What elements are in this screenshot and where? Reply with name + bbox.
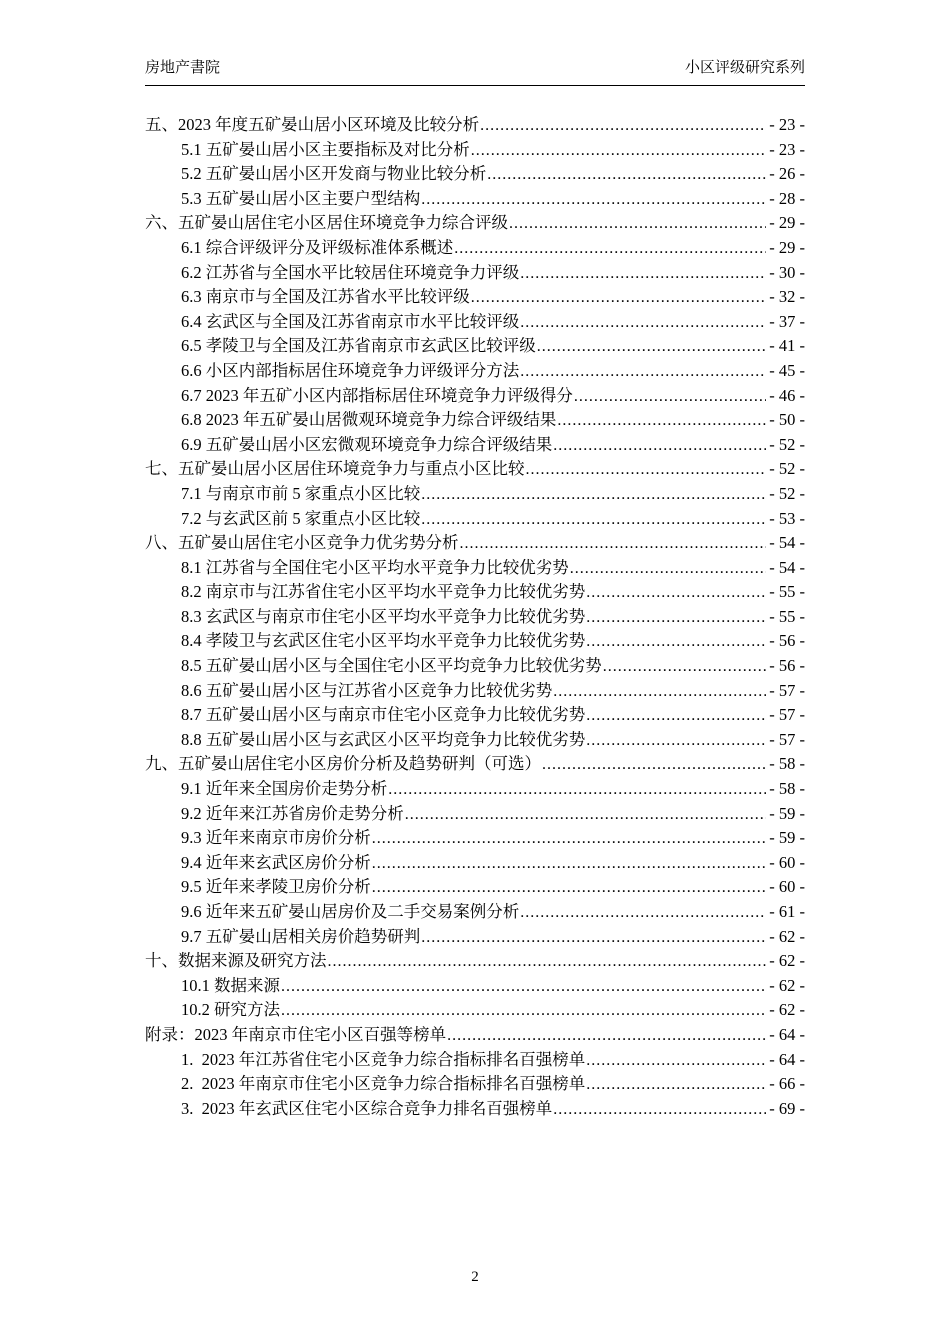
- toc-page-number: - 52 -: [769, 459, 805, 479]
- toc-page-number: - 59 -: [769, 803, 805, 823]
- toc-page-number: - 62 -: [769, 951, 805, 971]
- toc-entry[interactable]: [145, 113, 805, 138]
- toc-leader-dots: [574, 384, 766, 410]
- toc-leader-dots: [421, 507, 766, 533]
- toc-entry[interactable]: [145, 507, 805, 532]
- toc-entry[interactable]: [145, 482, 805, 507]
- toc-entry-title: 8.8 五矿晏山居小区与玄武区小区平均竞争力比较优劣势: [181, 729, 586, 749]
- toc-entry[interactable]: [145, 433, 805, 458]
- toc-page-number: - 26 -: [769, 164, 805, 184]
- toc-entry[interactable]: [145, 925, 805, 950]
- toc-entry[interactable]: [145, 826, 805, 851]
- toc-entry-title: 8.5 五矿晏山居小区与全国住宅小区平均竞争力比较优劣势: [181, 656, 602, 676]
- toc-page-number: - 29 -: [769, 237, 805, 257]
- toc-entry-title: 五、2023 年度五矿晏山居小区环境及比较分析: [145, 115, 480, 134]
- toc-leader-dots: [553, 679, 766, 705]
- toc-leader-dots: [586, 629, 766, 655]
- toc-entry-title: 9.3 近年来南京市房价分析: [181, 828, 371, 848]
- toc-entry-title: 2. 2023 年南京市住宅小区竞争力综合指标排名百强榜单: [181, 1074, 586, 1094]
- toc-entry[interactable]: [145, 703, 805, 728]
- toc-page-number: - 46 -: [769, 385, 805, 405]
- toc-entry-title: 6.4 玄武区与全国及江苏省南京市水平比较评级: [181, 311, 520, 331]
- toc-leader-dots: [480, 113, 766, 139]
- toc-entry-title: 8.7 五矿晏山居小区与南京市住宅小区竞争力比较优劣势: [181, 705, 586, 725]
- toc-entry[interactable]: [145, 875, 805, 900]
- toc-entry[interactable]: [145, 334, 805, 359]
- toc-page-number: - 60 -: [769, 877, 805, 897]
- toc-leader-dots: [520, 900, 766, 926]
- toc-entry-title: 5.1 五矿晏山居小区主要指标及对比分析: [181, 139, 470, 159]
- toc-page-number: - 32 -: [769, 287, 805, 307]
- toc-entry[interactable]: [145, 679, 805, 704]
- toc-entry[interactable]: [145, 187, 805, 212]
- toc-page-number: - 57 -: [769, 705, 805, 725]
- toc-page-number: - 37 -: [769, 311, 805, 331]
- toc-entry[interactable]: [145, 1097, 805, 1122]
- toc-entry[interactable]: [145, 384, 805, 409]
- toc-leader-dots: [372, 826, 767, 852]
- toc-entry-title: 七、五矿晏山居小区居住环境竞争力与重点小区比较: [145, 459, 525, 479]
- toc-leader-dots: [553, 433, 766, 459]
- toc-entry-title: 9.2 近年来江苏省房价走势分析: [181, 803, 404, 823]
- toc-leader-dots: [471, 285, 767, 311]
- toc-page-number: - 56 -: [769, 656, 805, 676]
- toc-entry-title: 九、五矿晏山居住宅小区房价分析及趋势研判（可选）: [145, 754, 541, 774]
- toc-page-number: - 58 -: [769, 754, 805, 774]
- toc-entry[interactable]: [145, 752, 805, 777]
- header-left-text: 房地产書院: [145, 60, 221, 76]
- toc-entry-title: 9.5 近年来孝陵卫房价分析: [181, 877, 371, 897]
- toc-entry-title: 六、五矿晏山居住宅小区居住环境竞争力综合评级: [145, 213, 508, 233]
- toc-page-number: - 30 -: [769, 262, 805, 282]
- toc-page-number: - 50 -: [769, 410, 805, 430]
- toc-entry[interactable]: [145, 457, 805, 482]
- toc-entry-title: 5.2 五矿晏山居小区开发商与物业比较分析: [181, 164, 487, 184]
- toc-page-number: - 54 -: [769, 557, 805, 577]
- toc-entry-title: 8.3 玄武区与南京市住宅小区平均水平竞争力比较优劣势: [181, 606, 586, 626]
- toc-page-number: - 61 -: [769, 902, 805, 921]
- toc-entry[interactable]: [145, 162, 805, 187]
- toc-leader-dots: [328, 949, 767, 975]
- toc-leader-dots: [586, 728, 766, 754]
- toc-leader-dots: [487, 162, 766, 188]
- toc-leader-dots: [421, 187, 766, 213]
- toc-page-number: - 53 -: [769, 508, 805, 528]
- toc-entry-title: 10.2 研究方法: [181, 1000, 280, 1020]
- toc-page-number: - 52 -: [769, 434, 805, 454]
- toc-entry-title: 6.6 小区内部指标居住环境竞争力评级评分方法: [181, 360, 520, 380]
- toc-entry[interactable]: [145, 310, 805, 335]
- toc-page-number: - 23 -: [769, 139, 805, 159]
- toc-entry[interactable]: [145, 285, 805, 310]
- toc-page-number: - 62 -: [769, 926, 805, 946]
- toc-page-number: - 52 -: [769, 483, 805, 503]
- toc-page-number: - 62 -: [769, 1000, 805, 1020]
- toc-entry-title: 十、数据来源及研究方法: [145, 951, 327, 971]
- toc-page-number: - 41 -: [769, 336, 805, 356]
- toc-entry-title: 6.2 江苏省与全国水平比较居住环境竞争力评级: [181, 262, 520, 282]
- toc-entry[interactable]: [145, 728, 805, 753]
- header-right-text: 小区评级研究系列: [684, 60, 805, 76]
- toc-page-number: - 54 -: [769, 533, 805, 553]
- toc-entry-title: 8.4 孝陵卫与玄武区住宅小区平均水平竞争力比较优劣势: [181, 631, 586, 651]
- toc-entry[interactable]: [145, 138, 805, 163]
- toc-leader-dots: [421, 925, 766, 951]
- toc-entry-title: 5.3 五矿晏山居小区主要户型结构: [181, 188, 421, 208]
- toc-entry-title: 9.4 近年来玄武区房价分析: [181, 852, 371, 872]
- toc-page-number: - 64 -: [769, 1024, 805, 1044]
- toc-page-number: - 45 -: [769, 360, 805, 380]
- toc-entry[interactable]: [145, 605, 805, 630]
- toc-leader-dots: [447, 1023, 766, 1049]
- toc-entry-title: 7.2 与玄武区前 5 家重点小区比较: [181, 508, 421, 528]
- toc-page-number: - 60 -: [769, 852, 805, 872]
- toc-page-number: - 62 -: [769, 975, 805, 995]
- toc-leader-dots: [603, 654, 767, 680]
- toc-page-number: - 59 -: [769, 828, 805, 848]
- toc-entry-title: 3. 2023 年玄武区住宅小区综合竞争力排名百强榜单: [181, 1098, 553, 1118]
- toc-entry-title: 9.7 五矿晏山居相关房价趋势研判: [181, 926, 421, 946]
- toc-entry-title: 6.5 孝陵卫与全国及江苏省南京市玄武区比较评级: [181, 336, 536, 356]
- toc-page-number: - 64 -: [769, 1049, 805, 1069]
- toc-leader-dots: [421, 482, 766, 508]
- toc-page-number: - 69 -: [769, 1098, 805, 1118]
- toc-leader-dots: [460, 531, 767, 557]
- toc-entry-title: 8.6 五矿晏山居小区与江苏省小区竞争力比较优劣势: [181, 680, 553, 700]
- toc-leader-dots: [471, 138, 767, 164]
- toc-leader-dots: [553, 1097, 766, 1123]
- toc-entry-title: 6.9 五矿晏山居小区宏微观环境竞争力综合评级结果: [181, 434, 553, 454]
- toc-entry[interactable]: [145, 211, 805, 236]
- toc-leader-dots: [586, 605, 766, 631]
- toc-leader-dots: [542, 752, 766, 778]
- toc-leader-dots: [372, 851, 767, 877]
- toc-leader-dots: [281, 974, 766, 1000]
- toc-page-number: - 56 -: [769, 631, 805, 651]
- toc-entry[interactable]: [145, 851, 805, 876]
- toc-page-number: - 55 -: [769, 582, 805, 602]
- toc-leader-dots: [520, 261, 766, 287]
- toc-entry[interactable]: [145, 777, 805, 802]
- toc-leader-dots: [454, 236, 766, 262]
- toc-leader-dots: [509, 211, 766, 237]
- toc-leader-dots: [520, 359, 766, 385]
- toc-entry-title: 10.1 数据来源: [181, 975, 280, 995]
- toc-entry[interactable]: [145, 949, 805, 974]
- toc-entry-title: 7.1 与南京市前 5 家重点小区比较: [181, 483, 421, 503]
- toc-entry[interactable]: [145, 998, 805, 1023]
- toc-entry[interactable]: [145, 802, 805, 827]
- toc-entry-title: 6.3 南京市与全国及江苏省水平比较评级: [181, 287, 470, 307]
- toc-entry[interactable]: [145, 531, 805, 556]
- toc-entry[interactable]: [145, 974, 805, 999]
- toc-entry-title: 6.7 2023 年五矿小区内部指标居住环境竞争力评级得分: [181, 385, 573, 405]
- toc-leader-dots: [372, 875, 767, 901]
- toc-entry-title: 8.2 南京市与江苏省住宅小区平均水平竞争力比较优劣势: [181, 582, 586, 602]
- toc-entry-title: 6.1 综合评级评分及评级标准体系概述: [181, 237, 454, 257]
- toc-leader-dots: [557, 408, 766, 434]
- toc-entry-title: 1. 2023 年江苏省住宅小区竞争力综合指标排名百强榜单: [181, 1049, 586, 1069]
- toc-entry[interactable]: [145, 359, 805, 384]
- toc-entry-title: 9.1 近年来全国房价走势分析: [181, 779, 388, 799]
- toc-leader-dots: [586, 703, 766, 729]
- toc-page-number: - 28 -: [769, 188, 805, 208]
- toc-entry[interactable]: [145, 408, 805, 433]
- page-footer: [0, 1269, 950, 1286]
- toc-page-number: - 57 -: [769, 729, 805, 749]
- toc-entry[interactable]: [145, 556, 805, 581]
- toc-page-number: - 23 -: [769, 115, 805, 134]
- toc-leader-dots: [405, 802, 767, 828]
- toc-entry-title: 八、五矿晏山居住宅小区竞争力优劣势分析: [145, 533, 459, 553]
- toc-leader-dots: [586, 580, 766, 606]
- toc-list: [145, 113, 805, 1121]
- toc-entry-title: 附录：2023 年南京市住宅小区百强等榜单: [145, 1024, 447, 1044]
- toc-entry-title: 6.8 2023 年五矿晏山居微观环境竞争力综合评级结果: [181, 410, 557, 430]
- toc-leader-dots: [281, 998, 766, 1024]
- toc-entry[interactable]: [145, 1048, 805, 1073]
- toc-entry-title: 9.6 近年来五矿晏山居房价及二手交易案例分析: [181, 902, 520, 921]
- toc-leader-dots: [388, 777, 766, 803]
- toc-page-number: - 55 -: [769, 606, 805, 626]
- toc-page-number: - 66 -: [769, 1074, 805, 1094]
- toc-entry[interactable]: [145, 236, 805, 261]
- toc-leader-dots: [586, 1072, 766, 1098]
- toc-entry[interactable]: [145, 654, 805, 679]
- toc-leader-dots: [526, 457, 767, 483]
- toc-leader-dots: [537, 334, 767, 360]
- toc-page-number: - 57 -: [769, 680, 805, 700]
- toc-entry[interactable]: [145, 580, 805, 605]
- toc-entry-title: 8.1 江苏省与全国住宅小区平均水平竞争力比较优劣势: [181, 557, 569, 577]
- toc-entry[interactable]: [145, 1023, 805, 1048]
- toc-entry[interactable]: [145, 1072, 805, 1097]
- toc-page-number: - 29 -: [769, 213, 805, 233]
- toc-entry[interactable]: [145, 629, 805, 654]
- toc-leader-dots: [520, 310, 766, 336]
- toc-entry[interactable]: [145, 261, 805, 286]
- toc-leader-dots: [586, 1048, 766, 1074]
- page-header: [145, 58, 805, 86]
- footer-page-number: 2: [471, 1269, 479, 1285]
- toc-entry[interactable]: [145, 900, 805, 925]
- toc-page-number: - 58 -: [769, 779, 805, 799]
- toc-leader-dots: [570, 556, 767, 582]
